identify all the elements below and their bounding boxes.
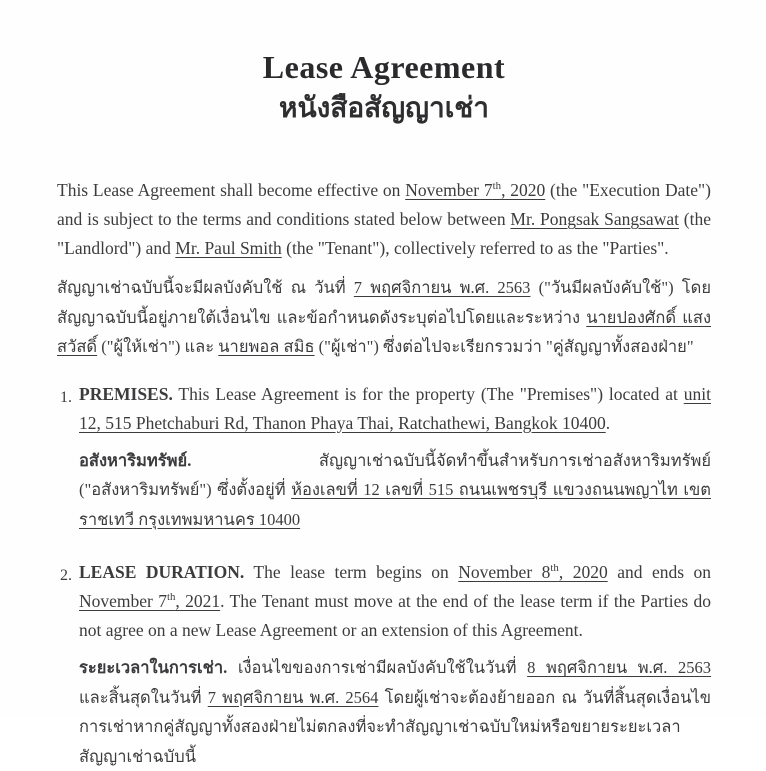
lease-duration-paragraph-english: LEASE DURATION. The lease term begins on November 8th, 2020 and ends on November 7th, 2021. The Tenant must move at the end of the lease term if the Parties do not agree on a new Lease Agreement or an extension of this Agreement. bbox=[79, 562, 712, 640]
document-title-thai: หนังสือสัญญาเช่า bbox=[279, 93, 489, 124]
intro-paragraph-english: This Lease Agreement shall become effective on November 7th, 2020 (the "Execution Date") and is subject to the terms and conditions stated below between Mr. Pongsak Sangsawat (the "Landlord") and Mr. Paul Smith (the "Tenant"), collectively referred to as the "Parties". bbox=[57, 180, 711, 258]
document-title-english: Lease Agreement bbox=[262, 49, 506, 85]
section-lease-duration bbox=[57, 558, 711, 771]
section-premises-number: 1. bbox=[60, 388, 72, 406]
section-premises bbox=[57, 380, 711, 535]
lease-duration-paragraph-thai: ระยะเวลาในการเช่า. เงื่อนไขของการเช่ามีผลบังคับใช้ในวันที่ 8 พฤศจิกายน พ.ศ. 2563 และสิ้นสุดในวันที่ 7 พฤศจิกายน พ.ศ. 2564 โดยผู้เช่าจะต้องย้ายออก ณ วันที่สิ้นสุดเงื่อนไขการเช่าหากคู่สัญญาทั้งสองฝ่ายไม่ตกลงที่จะทำสัญญาเช่าฉบับใหม่หรือขยายระยะเวลาสัญญาเช่าฉบับนี้ bbox=[79, 658, 712, 766]
premises-paragraph-thai: อสังหาริมทรัพย์. สัญญาเช่าฉบับนี้จัดทำขึ้นสำหรับการเช่าอสังหาริมทรัพย์ ("อสังหาริมทรัพย์") ซึ่งตั้งอยู่ที่ ห้องเลขที่ 12 เลขที่ 515 ถนนเพชรบุรี แขวงถนนพญาไท เขตราชเทวี กรุงเทพมหานคร 10400 bbox=[79, 450, 711, 529]
intro-paragraph-thai: สัญญาเช่าฉบับนี้จะมีผลบังคับใช้ ณ วันที่ 7 พฤศจิกายน พ.ศ. 2563 ("วันมีผลบังคับใช้") โดยสัญญาฉบับนี้อยู่ภายใต้เงื่อนไข และข้อกำหนดดังระบุต่อไปโดยและระหว่าง นายปองศักดิ์ แสงสวัสดิ์ ("ผู้ให้เช่า") และ นายพอล สมิธ ("ผู้เช่า") ซึ่งต่อไปจะเรียกรวมว่า "คู่สัญญาทั้งสองฝ่าย" bbox=[57, 278, 712, 356]
premises-paragraph-english: PREMISES. This Lease Agreement is for the property (The "Premises") located at unit 12, 515 Phetchaburi Rd, Thanon Phaya Thai, Ratchathewi, Bangkok 10400. bbox=[79, 383, 711, 433]
section-lease-duration-number: 2. bbox=[60, 567, 72, 584]
